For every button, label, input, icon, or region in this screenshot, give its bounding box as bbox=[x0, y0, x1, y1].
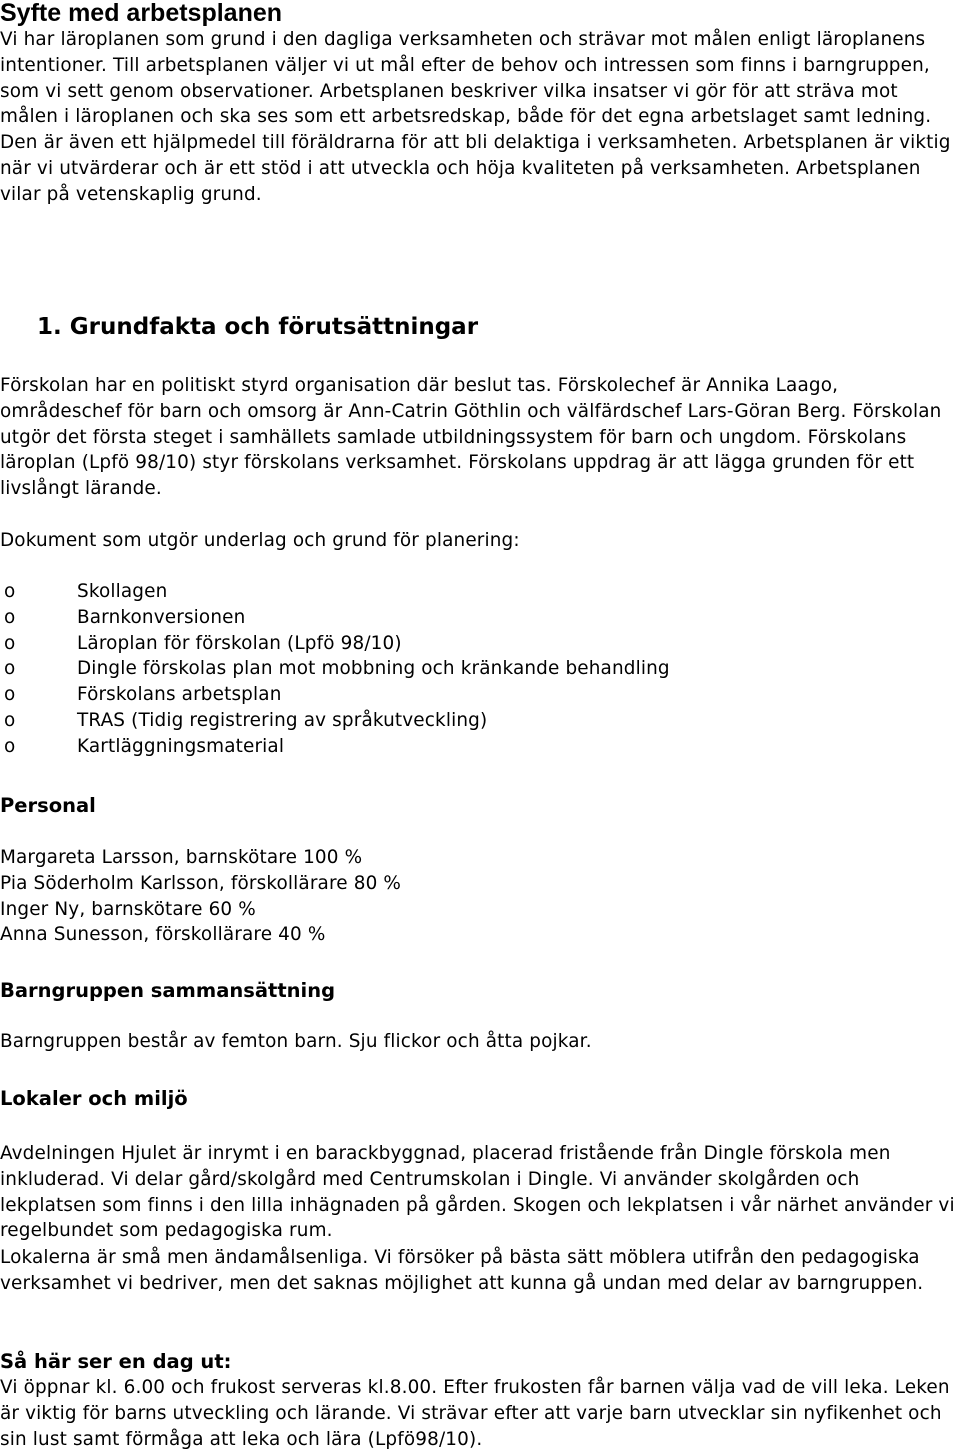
bullet-icon: o bbox=[4, 735, 16, 757]
group-heading: Barngruppen sammansättning bbox=[0, 979, 336, 1002]
staff-entry: Pia Söderholm Karlsson, förskollärare 80 % bbox=[0, 872, 402, 894]
staff-entry: Anna Sunesson, förskollärare 40 % bbox=[0, 924, 326, 946]
staff-list bbox=[0, 845, 958, 948]
premises-heading: Lokaler och miljö bbox=[0, 1087, 188, 1110]
facts-paragraph: Förskolan har en politiskt styrd organisation där beslut tas. Förskolechef är Annika Laago, områdeschef för barn och omsorg är Ann-Catrin Göthlin och välfärdschef Lars-Göran Berg. Förskolan utgör det första steget i samhällets samlade utbildningssystem för barn och ungdom. Förskolans läroplan (Lpfö 98/10) styr förskolans verksamhet. Förskolans uppdrag är att lägga grunden för ett livslångt lärande. bbox=[0, 375, 942, 500]
bullet-icon: o bbox=[4, 632, 16, 654]
bullet-icon: o bbox=[4, 709, 16, 731]
staff-entry: Inger Ny, barnskötare 60 % bbox=[0, 898, 256, 920]
intro-text-b: Till arbetsplanen väljer vi ut mål efter de behov och intressen som finns i barngruppen, som vi sett genom observationer. Arbetsplanen beskriver vilka insatser vi gör för att sträva mot målen i läroplanen och ska ses som ett arbetsredskap, både för det egna arbetslaget samt ledning. Den är även ett hjälpmedel till föräldrarna för att bli delaktiga i verksamheten. Arbetsplanen är viktig när vi utvärderar och är ett stöd i att utveckla och höja kvaliteten på verksamheten. Arbetsplanen vilar på vetenskaplig grund. bbox=[0, 54, 951, 205]
day-heading: Så här ser en dag ut: bbox=[0, 1350, 232, 1373]
group-paragraph: Barngruppen består av femton barn. Sju flickor och åtta pojkar. bbox=[0, 1031, 592, 1052]
premises-paragraph-2: Lokalerna är små men ändamålsenliga. Vi försöker på bästa sätt möblera utifrån den pedagogiska verksamhet vi bedriver, men det saknas möjlighet att kunna gå undan med delar av barngruppen. bbox=[0, 1247, 924, 1294]
premises-paragraph-1: Avdelningen Hjulet är inrymt i en barackbyggnad, placerad fristående från Dingle förskola men inkluderad. Vi delar gård/skolgård med Centrumskolan i Dingle. Vi använder skolgården och lekplatsen som finns i den lilla inhägnaden på gården. Skogen och lekplatsen i vår närhet använder vi regelbundet som pedagogiska rum. bbox=[0, 1143, 955, 1242]
intro-paragraph bbox=[0, 27, 958, 208]
documents-intro: Dokument som utgör underlag och grund för planering: bbox=[0, 530, 520, 551]
staff-entry: Margareta Larsson, barnskötare 100 % bbox=[0, 847, 363, 868]
personal-heading: Personal bbox=[0, 794, 96, 817]
bullet-icon: o bbox=[4, 581, 16, 602]
day-paragraph: Vi öppnar kl. 6.00 och frukost serveras kl.8.00. Efter frukosten får barnen välja vad de vill leka. Leken är viktig för barns utveckling och lärande. Vi strävar efter att varje barn utvecklar sin nyfikenhet och sin lust samt förmåga att leka och lära (Lpfö98/10). bbox=[0, 1377, 950, 1450]
bullet-icon: o bbox=[4, 606, 16, 628]
section-title: Grundfakta och förutsättningar bbox=[69, 314, 479, 340]
bullet-icon: o bbox=[4, 658, 16, 680]
intro-text-a: Vi har läroplanen som grund i den dagliga verksamheten och strävar mot målen enligt läroplanens intentioner. bbox=[0, 29, 926, 76]
section-number: 1. bbox=[37, 314, 62, 340]
section-heading-grundfakta bbox=[37, 313, 478, 341]
page-title: Syfte med arbetsplanen bbox=[0, 0, 283, 27]
bullet-icon: o bbox=[4, 684, 16, 706]
